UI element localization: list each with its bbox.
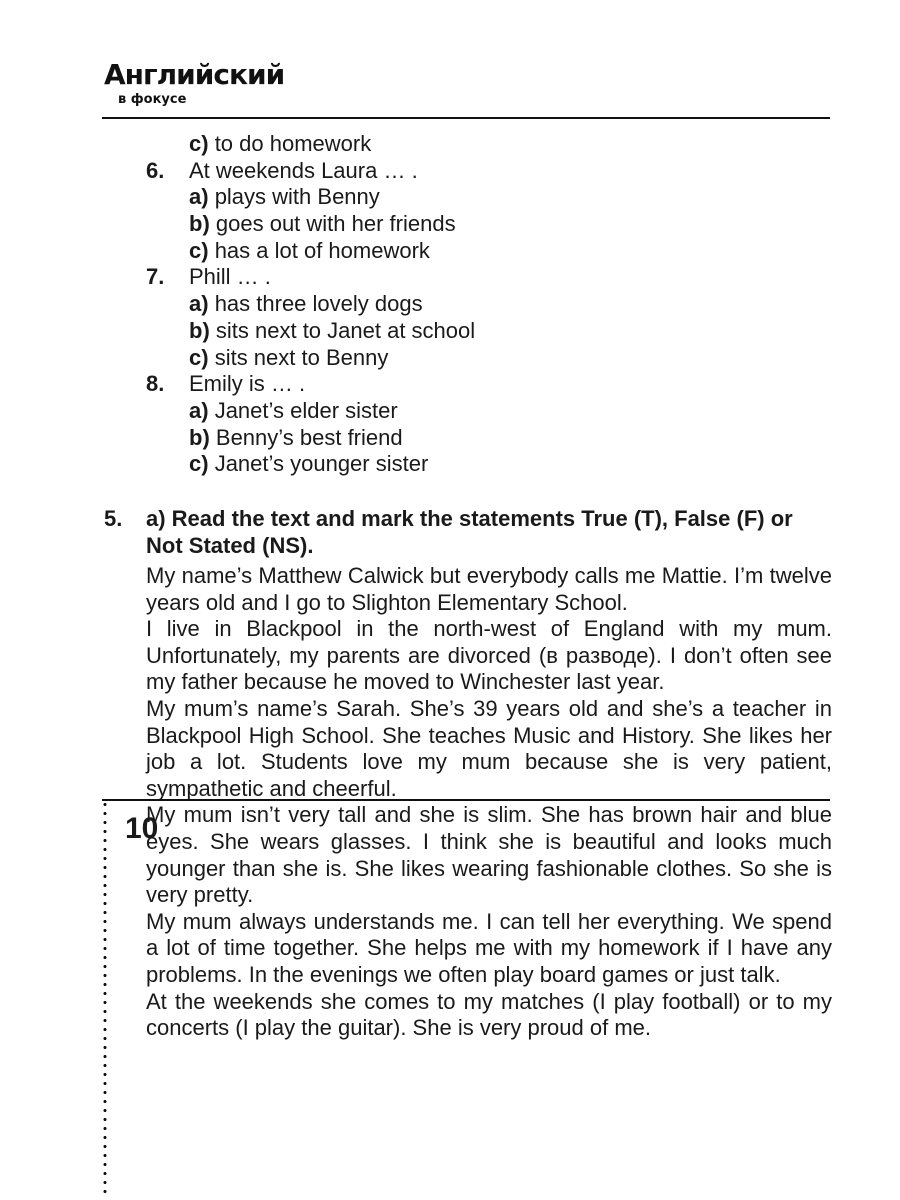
option-text: has a lot of homework: [214, 237, 430, 263]
logo: [104, 58, 285, 118]
question-number: 7.: [146, 264, 165, 290]
option-text: Janet’s elder sister: [214, 397, 398, 423]
task-heading: a) Read the text and mark the statements True (T), False (F) or Not Stated (NS).: [146, 506, 793, 558]
option-text: Janet’s younger sister: [214, 451, 429, 477]
option-line: [0, 211, 900, 238]
question-stem: Emily is … .: [189, 371, 306, 397]
question-stem-line: [0, 158, 900, 185]
option-letter: a): [189, 184, 209, 210]
logo-title: Английский: [104, 58, 285, 91]
logo-subtitle: в фокусе: [118, 92, 187, 107]
option-letter: b): [189, 211, 210, 237]
question-stem-line: [0, 264, 900, 291]
option-text: sits next to Janet at school: [215, 317, 476, 343]
dotted-margin-line: [103, 800, 107, 1196]
text-paragraph: My mum always understands me. I can tell her everything. We spend a lot of time together. She helps me with my homework if I have any problems. In the evenings we often play board games or just talk.: [146, 908, 832, 987]
option-text: Benny’s best friend: [215, 424, 403, 450]
option-letter: c): [189, 237, 209, 263]
option-text: sits next to Benny: [214, 344, 389, 370]
option-line: [0, 425, 900, 452]
question-stem: Phill … .: [189, 264, 271, 290]
text-paragraph: My mum’s name’s Sarah. She’s 39 years old and she’s a teacher in Blackpool High School. She teaches Music and History. She likes her job a lot. Students love my mum because she is very patient, sympathetic and cheerful.: [146, 695, 832, 801]
text-paragraph: I live in Blackpool in the north-west of England with my mum. Unfortunately, my parents are divorced (в разводе). I don’t often see my father because he moved to Winchester last year.: [146, 616, 832, 695]
question-stem-line: [0, 371, 900, 398]
task-number: 5.: [104, 506, 123, 531]
option-line: [0, 184, 900, 211]
option-text: goes out with her friends: [215, 211, 456, 237]
option-line: [0, 345, 900, 372]
option-letter: a): [189, 397, 209, 423]
option-text: plays with Benny: [214, 184, 380, 210]
option-line: [0, 131, 900, 158]
option-text: has three lovely dogs: [214, 291, 423, 317]
option-letter: a): [189, 291, 209, 317]
header-divider: [102, 117, 830, 119]
text-paragraph: My name’s Matthew Calwick but everybody calls me Mattie. I’m twelve years old and I go to Slighton Elementary School.: [146, 563, 832, 615]
option-letter: c): [189, 344, 209, 370]
option-letter: c): [189, 451, 209, 477]
footer-divider: [102, 799, 830, 801]
question-number: 6.: [146, 157, 165, 183]
option-letter: b): [189, 424, 210, 450]
option-line: [0, 451, 900, 478]
reading-text: [146, 563, 832, 1042]
option-line: [0, 238, 900, 265]
option-line: [0, 291, 900, 318]
question-list: [0, 131, 900, 478]
text-paragraph: At the weekends she comes to my matches (I play football) or to my concerts (I play the guitar). She is very proud of me.: [146, 988, 832, 1041]
page-number: 10: [125, 812, 159, 845]
question-number: 8.: [146, 371, 165, 397]
question-stem: At weekends Laura … .: [189, 157, 418, 183]
text-paragraph: My mum isn’t very tall and she is slim. She has brown hair and blue eyes. She wears glasses. I think she is beautiful and looks much younger than she is. She likes wearing fashionable clothes. So she is very pretty.: [146, 802, 832, 908]
option-line: [0, 398, 900, 425]
option-line: [0, 318, 900, 345]
option-letter: b): [189, 317, 210, 343]
option-letter: c): [189, 131, 209, 156]
option-text: to do homework: [214, 131, 372, 156]
